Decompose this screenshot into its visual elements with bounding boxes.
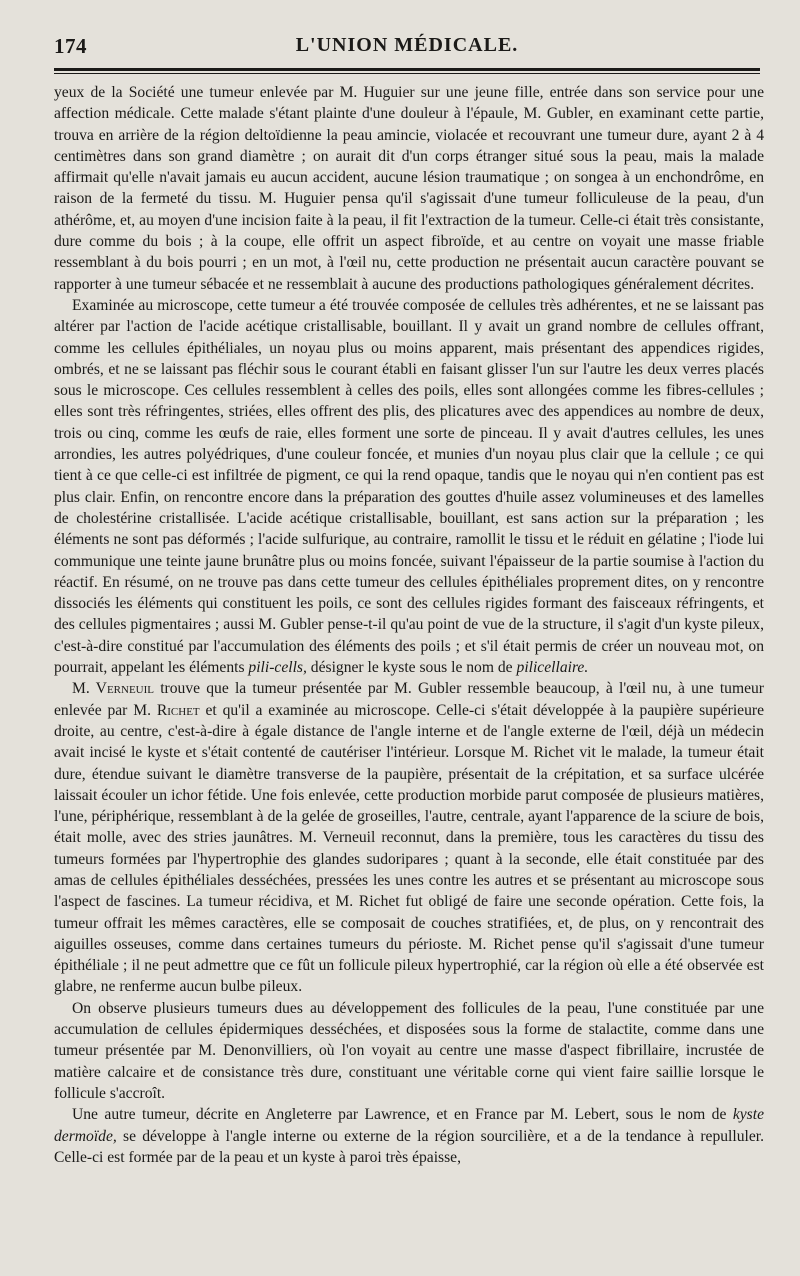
paragraph-3 [54,678,764,997]
running-title: L'UNION MÉDICALE. [295,34,519,56]
paragraph-1-text: yeux de la Société une tumeur enlevée par M. Huguier sur une jeune fille, entrée dans son service pour une affection médicale. Cette malade s'étant plainte d'une douleur à l'épaule, M. Gubler, en examinant cette partie, trouva en arrière de la région deltoïdienne la peau amincie, violacée et recouvrant une tumeur dure, ayant 2 à 4 centimètres dans son grand diamètre ; on aurait dit d'un corps étranger situé sous la peau, mais la malade affirmait qu'elle n'avait jamais eu aucun accident, aucune lésion traumatique ; on songea à un enchondrôme, en raison de la fermeté du tissu. M. Huguier pensa qu'il s'agissait d'une tumeur folliculeuse de la peau, d'un athérôme, et, au moyen d'une incision faite à la peau, il fit l'extraction de la tumeur. Celle-ci était très consistante, dure comme du bois ; à la coupe, elle offrit un aspect fibroïde, et au centre on voyait une masse friable ressemblant à du bois pourri ; en un mot, à l'œil nu, cette production ne présentait aucun caractère pouvant se rapporter à une tumeur sébacée et ne ressemblait à aucune des productions pathologiques généralement décrites. [54,84,764,293]
article-body [54,82,764,1168]
page-number: 174 [54,34,87,58]
term-pili-cells: pili-cells, [248,659,307,677]
paragraph-5-text: Une autre tumeur, décrite en Angleterre par Lawrence, et en France par M. Lebert, sous le nom de [72,1106,733,1124]
speaker-verneuil: M. Verneuil [72,680,154,698]
paragraph-4 [54,998,764,1104]
paragraph-4-text: On observe plusieurs tumeurs dues au développement des follicules de la peau, l'une constituée par une accumulation de cellules épidermiques desséchées, et disposées sous la forme de stalactite, comme dans une tumeur présentée par M. Denonvilliers, où l'on voyait au centre une masse d'aspect fibrillaire, incrustée de matière calcaire et de consistance très dure, constituant une véritable corne qui vient faire saillie lorsque le follicule s'accroît. [54,999,764,1102]
paragraph-5 [54,1104,764,1168]
paragraph-2-text-middle: désigner le kyste sous le nom de [306,659,517,677]
paragraph-5-text-cont: se développe à l'angle interne ou externe de la région sourcilière, et a de la tendance à repulluler. Celle-ci est formée par de la peau et un kyste à paroi très épaisse, [54,1127,764,1166]
paragraph-1 [54,82,764,295]
paragraph-2 [54,295,764,678]
name-richet: Richet [156,701,200,719]
term-kyste-dermoide: kyste dermoïde, [54,1106,764,1145]
page-header [54,30,760,64]
paragraph-3-text: trouve que la tumeur présentée par M. Gubler ressemble beaucoup, à l'œil nu, à une tumeur enlevée par M. [54,680,764,719]
header-rule [54,68,760,74]
term-pilicellaire: pilicellaire. [516,659,589,677]
paragraph-2-text: Examinée au microscope, cette tumeur a été trouvée composée de cellules très adhérentes, et ne se laissant pas altérer par l'action de l'acide acétique cristallisable, bouillant. Il y avait un grand nombre de cellules offrant, comme les cellules épithéliales, un noyau plus ou moins apparent, mais présentant des appendices rigides, ombrés, et ne se laissant pas fléchir sous le courant établi en faisant glisser l'un sur l'autre les deux verres placés sous le microscope. Ces cellules ressemblent à celles des poils, elles sont allongées comme les fibres-cellules ; elles sont très réfringentes, striées, elles offrent des plis, des plicatures avec des appendices au nombre de deux, trois ou cinq, comme les œufs de raie, elles forment une sorte de pinceau. Il y avait d'autres cellules, les unes arrondies, les autres polyédriques, d'une couleur foncée, et munies d'un noyau plus clair que la cellule ; ce qui tient à ce que celle-ci est infiltrée de pigment, ce qui la rend opaque, tandis que le noyau qui n'en contient pas est plus clair. Enfin, on rencontre encore dans la préparation des gouttes d'huile assez volumineuses et des lamelles de cholestérine cristallisée. L'acide acétique cristallisable, bouillant, est sans action sur la préparation ; les éléments ne sont pas déformés ; l'acide sulfurique, au contraire, ramollit le tissu et le réduit en gélatine ; l'iode lui communique une teinte jaune brunâtre plus ou moins foncée, suivant l'épaisseur de la partie soumise à l'action du réactif. En résumé, on ne trouve pas dans cette tumeur des cellules épithéliales proprement dites, on y rencontre dissociés les éléments qui constituent les poils, ce sont des cellules rigides formant des faisceaux réfringents, et des cellules pigmentaires ; aussi M. Gubler pense-t-il qu'au point de vue de la structure, il s'agit d'un kyste pileux, c'est-à-dire constitué par l'accumulation des éléments des poils ; et s'il était permis de créer un nouveau mot, on pourrait, appelant les éléments [54,296,764,677]
paragraph-3-text-cont: et qu'il a examinée au microscope. Celle-ci s'était développée à la paupière supérieure droite, au centre, c'est-à-dire à égale distance de l'angle interne et de l'angle externe de l'œil, déjà un médecin avait incisé le kyste et s'était contenté de cautériser l'intérieur. Lorsque M. Richet vit le malade, la tumeur était dure, étendue suivant le diamètre transverse de la paupière, présentait de la crépitation, et sa surface ulcérée laissait écouler un ichor fétide. Une fois enlevée, cette production morbide parut composée de plusieurs matières, l'une, périphérique, ressemblant à de la gelée de groseilles, l'autre, centrale, ayant l'apparence de la sciure de bois, était molle, avec des stries jaunâtres. M. Verneuil reconnut, dans la première, tous les caractères du tissu des tumeurs formées par l'hypertrophie des glandes sudoripares ; quant à la seconde, elle était constituée par des amas de cellules épithéliales desséchées, pressées les unes contre les autres et se présentant au microscope sous l'aspect de fascines. La tumeur récidiva, et M. Richet fut obligé de faire une seconde opération. Cette fois, la tumeur offrait les mêmes caractères, elle se composait de couches stratifiées, et, de plus, on y rencontrait des aiguilles osseuses, comme dans certaines tumeurs du périoste. M. Richet pense qu'il s'agissait d'une tumeur épithéliale ; il ne peut admettre que ce fût un follicule pileux hypertrophié, car la région où elle a été observée est glabre, ne renferme aucun bulbe pileux. [54,701,765,996]
